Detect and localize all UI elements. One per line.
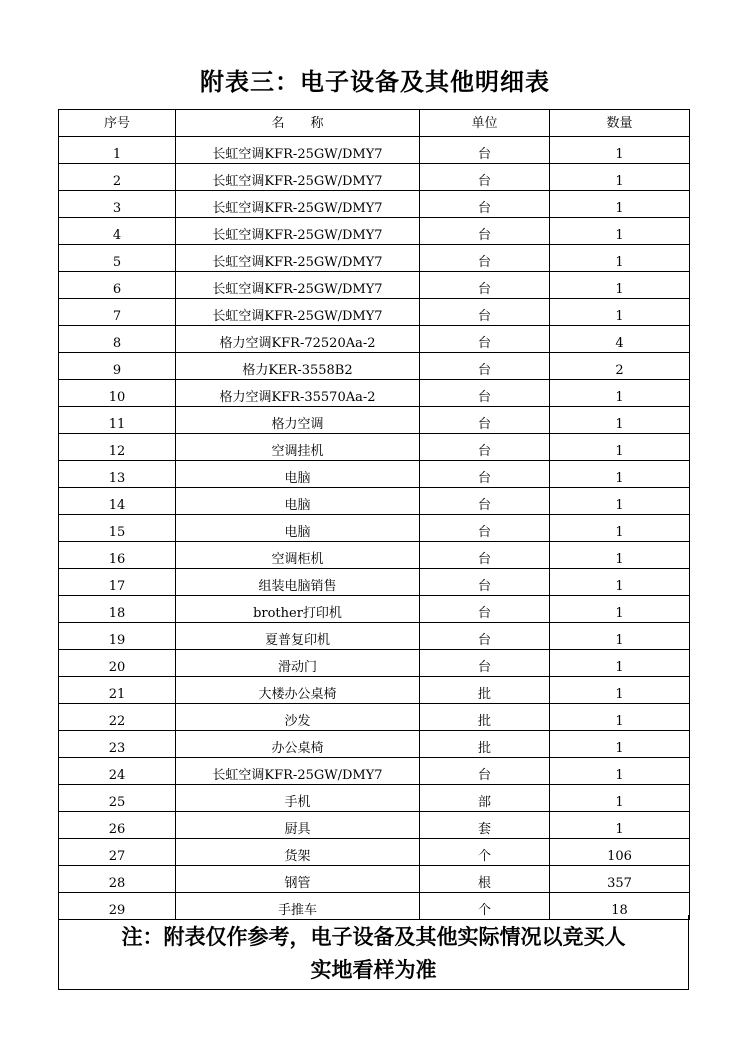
cell-name: 大楼办公桌椅 [176,677,420,704]
table-row [59,839,690,866]
cell-unit: 台 [420,218,550,245]
cell-seq: 12 [59,434,176,461]
cell-qty: 18 [550,893,690,920]
cell-unit: 套 [420,812,550,839]
cell-seq: 23 [59,731,176,758]
cell-qty: 1 [550,623,690,650]
cell-seq: 4 [59,218,176,245]
table-row [59,785,690,812]
page-title: 附表三：电子设备及其他明细表 [200,68,550,96]
footnote-line-2: 实地看样为准 [310,958,437,982]
cell-name: 电脑 [176,461,420,488]
table-row [59,191,690,218]
cell-qty: 1 [550,569,690,596]
cell-seq: 1 [59,137,176,164]
cell-qty: 1 [550,677,690,704]
cell-unit: 台 [420,434,550,461]
table-row [59,623,690,650]
table-row [59,407,690,434]
cell-seq: 9 [59,353,176,380]
table-row [59,461,690,488]
table-row [59,299,690,326]
cell-name: 手推车 [176,893,420,920]
cell-qty: 1 [550,245,690,272]
cell-qty: 357 [550,866,690,893]
cell-unit: 台 [420,380,550,407]
header-unit: 单位 [420,110,550,137]
cell-qty: 4 [550,326,690,353]
table-row [59,758,690,785]
cell-seq: 19 [59,623,176,650]
cell-seq: 17 [59,569,176,596]
cell-unit: 批 [420,677,550,704]
table-row [59,515,690,542]
table-row [59,569,690,596]
cell-unit: 台 [420,326,550,353]
cell-seq: 20 [59,650,176,677]
cell-name: 长虹空调KFR-25GW/DMY7 [176,164,420,191]
cell-name: 组装电脑销售 [176,569,420,596]
cell-unit: 台 [420,407,550,434]
cell-unit: 台 [420,299,550,326]
cell-seq: 22 [59,704,176,731]
cell-name: 滑动门 [176,650,420,677]
cell-name: 格力KER-3558B2 [176,353,420,380]
cell-seq: 26 [59,812,176,839]
cell-name: 电脑 [176,515,420,542]
cell-qty: 1 [550,191,690,218]
cell-seq: 7 [59,299,176,326]
table-row [59,353,690,380]
table-row [59,650,690,677]
footnote-line-1: 注：附表仅作参考，电子设备及其他实际情况以竞买人 [121,925,626,949]
cell-qty: 1 [550,596,690,623]
cell-unit: 台 [420,542,550,569]
cell-qty: 1 [550,461,690,488]
table-row [59,218,690,245]
cell-qty: 2 [550,353,690,380]
cell-seq: 25 [59,785,176,812]
cell-name: brother打印机 [176,596,420,623]
cell-unit: 个 [420,893,550,920]
cell-name: 夏普复印机 [176,623,420,650]
cell-seq: 29 [59,893,176,920]
cell-name: 格力空调KFR-72520Aa-2 [176,326,420,353]
table-row [59,731,690,758]
cell-unit: 台 [420,569,550,596]
equipment-table [58,109,690,920]
cell-unit: 台 [420,272,550,299]
cell-qty: 1 [550,434,690,461]
cell-name: 空调柜机 [176,542,420,569]
cell-qty: 1 [550,218,690,245]
table-row [59,812,690,839]
cell-qty: 106 [550,839,690,866]
cell-unit: 台 [420,461,550,488]
cell-name: 长虹空调KFR-25GW/DMY7 [176,299,420,326]
cell-unit: 部 [420,785,550,812]
cell-seq: 11 [59,407,176,434]
cell-unit: 台 [420,191,550,218]
cell-name: 电脑 [176,488,420,515]
cell-name: 货架 [176,839,420,866]
cell-unit: 台 [420,650,550,677]
cell-qty: 1 [550,515,690,542]
table-row [59,434,690,461]
cell-qty: 1 [550,407,690,434]
table-row [59,866,690,893]
cell-seq: 3 [59,191,176,218]
cell-seq: 18 [59,596,176,623]
cell-seq: 5 [59,245,176,272]
cell-seq: 6 [59,272,176,299]
cell-unit: 台 [420,137,550,164]
cell-qty: 1 [550,380,690,407]
cell-unit: 台 [420,245,550,272]
cell-seq: 8 [59,326,176,353]
cell-unit: 台 [420,488,550,515]
cell-qty: 1 [550,731,690,758]
cell-seq: 10 [59,380,176,407]
table-row [59,677,690,704]
cell-name: 长虹空调KFR-25GW/DMY7 [176,758,420,785]
table-row [59,245,690,272]
cell-name: 长虹空调KFR-25GW/DMY7 [176,272,420,299]
cell-seq: 13 [59,461,176,488]
cell-seq: 24 [59,758,176,785]
header-row [59,110,690,137]
cell-seq: 16 [59,542,176,569]
cell-name: 厨具 [176,812,420,839]
table-row [59,596,690,623]
table-row [59,488,690,515]
cell-seq: 2 [59,164,176,191]
cell-qty: 1 [550,137,690,164]
cell-qty: 1 [550,164,690,191]
cell-qty: 1 [550,812,690,839]
cell-qty: 1 [550,785,690,812]
cell-qty: 1 [550,650,690,677]
cell-qty: 1 [550,758,690,785]
table-row [59,164,690,191]
cell-seq: 14 [59,488,176,515]
table-row [59,380,690,407]
cell-seq: 21 [59,677,176,704]
cell-name: 长虹空调KFR-25GW/DMY7 [176,245,420,272]
cell-name: 格力空调 [176,407,420,434]
cell-seq: 28 [59,866,176,893]
cell-name: 长虹空调KFR-25GW/DMY7 [176,191,420,218]
cell-unit: 台 [420,596,550,623]
cell-seq: 15 [59,515,176,542]
cell-name: 格力空调KFR-35570Aa-2 [176,380,420,407]
cell-unit: 根 [420,866,550,893]
table-row [59,542,690,569]
cell-unit: 批 [420,731,550,758]
footnote [58,915,689,990]
cell-name: 长虹空调KFR-25GW/DMY7 [176,137,420,164]
cell-name: 办公桌椅 [176,731,420,758]
cell-qty: 1 [550,488,690,515]
cell-name: 钢管 [176,866,420,893]
cell-unit: 批 [420,704,550,731]
table-row [59,137,690,164]
cell-unit: 台 [420,353,550,380]
cell-unit: 个 [420,839,550,866]
cell-unit: 台 [420,164,550,191]
table-row [59,272,690,299]
cell-unit: 台 [420,623,550,650]
cell-qty: 1 [550,272,690,299]
cell-name: 手机 [176,785,420,812]
header-name: 名 称 [176,110,420,137]
cell-name: 沙发 [176,704,420,731]
cell-qty: 1 [550,542,690,569]
table-row [59,704,690,731]
cell-unit: 台 [420,515,550,542]
cell-qty: 1 [550,704,690,731]
cell-name: 长虹空调KFR-25GW/DMY7 [176,218,420,245]
cell-unit: 台 [420,758,550,785]
table-row [59,326,690,353]
cell-seq: 27 [59,839,176,866]
header-seq: 序号 [59,110,176,137]
header-qty: 数量 [550,110,690,137]
cell-qty: 1 [550,299,690,326]
cell-name: 空调挂机 [176,434,420,461]
